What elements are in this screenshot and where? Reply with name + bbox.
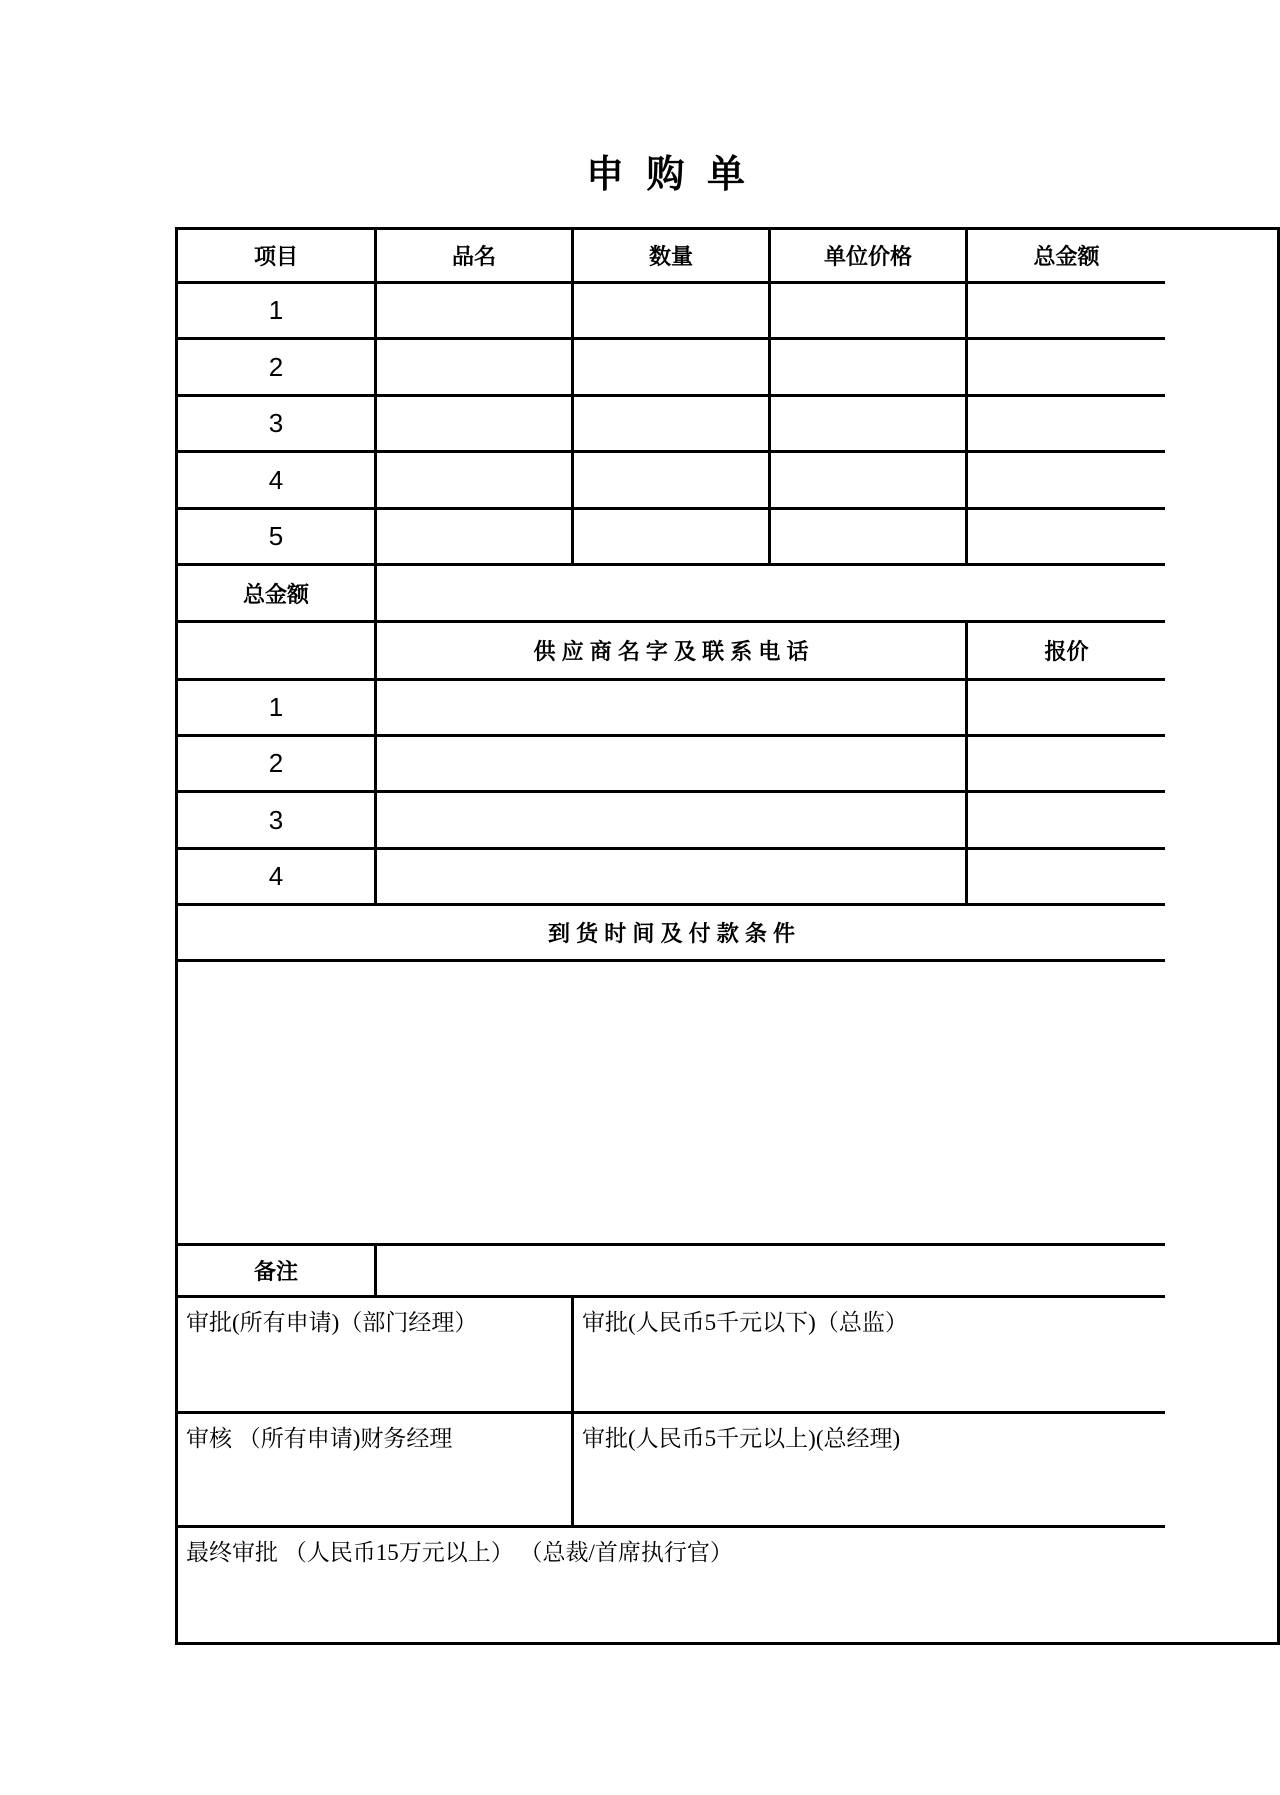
supplier-name-phone-cell	[377, 737, 968, 793]
grand-total-value-cell	[377, 566, 1165, 623]
supplier-name-phone-cell	[377, 681, 968, 737]
items-header-product-name: 品名	[377, 230, 574, 284]
item-quantity-cell	[574, 453, 771, 510]
approval-dept-manager-cell: 审批(所有申请)（部门经理）	[178, 1298, 574, 1414]
item-product-name-cell	[377, 510, 574, 566]
grand-total-label: 总金额	[178, 566, 377, 623]
item-total-amount-cell	[968, 453, 1165, 510]
item-row-number: 4	[178, 453, 377, 510]
supplier-row-number: 2	[178, 737, 377, 793]
item-row-number: 2	[178, 340, 377, 397]
form-title: 申 购 单	[585, 154, 752, 196]
supplier-row-number: 1	[178, 681, 377, 737]
item-product-name-cell	[377, 397, 574, 453]
supplier-name-phone-cell	[377, 850, 968, 906]
delivery-payment-notes-cell	[178, 962, 1165, 1246]
approval-general-manager-cell: 审批(人民币5千元以上)(总经理)	[574, 1414, 1165, 1528]
supplier-section-header: 供 应 商 名 字 及 联 系 电 话	[377, 623, 968, 681]
supplier-quote-cell	[968, 681, 1165, 737]
supplier-name-phone-cell	[377, 793, 968, 850]
items-header-item: 项目	[178, 230, 377, 284]
approval-finance-manager-cell: 审核 （所有申请)财务经理	[178, 1414, 574, 1528]
item-total-amount-cell	[968, 397, 1165, 453]
purchase-form-table	[175, 227, 1280, 1645]
supplier-row-number: 4	[178, 850, 377, 906]
item-quantity-cell	[574, 340, 771, 397]
item-total-amount-cell	[968, 510, 1165, 566]
item-product-name-cell	[377, 453, 574, 510]
items-header-quantity: 数量	[574, 230, 771, 284]
item-unit-price-cell	[771, 510, 968, 566]
remarks-label: 备注	[178, 1246, 377, 1298]
supplier-quote-cell	[968, 793, 1165, 850]
approval-director-cell: 审批(人民币5千元以下)（总监）	[574, 1298, 1165, 1414]
supplier-quote-cell	[968, 737, 1165, 793]
item-unit-price-cell	[771, 284, 968, 340]
item-product-name-cell	[377, 284, 574, 340]
item-row-number: 5	[178, 510, 377, 566]
items-header-total-amount: 总金额	[968, 230, 1165, 284]
item-row-number: 1	[178, 284, 377, 340]
item-quantity-cell	[574, 284, 771, 340]
approval-ceo-final-cell: 最终审批 （人民币15万元以上） （总裁/首席执行官）	[186, 1540, 733, 1565]
remarks-value-cell	[377, 1246, 1165, 1298]
item-unit-price-cell	[771, 453, 968, 510]
item-unit-price-cell	[771, 340, 968, 397]
item-total-amount-cell	[968, 340, 1165, 397]
supplier-quote-cell	[968, 850, 1165, 906]
supplier-row-number: 3	[178, 793, 377, 850]
item-product-name-cell	[377, 340, 574, 397]
item-row-number: 3	[178, 397, 377, 453]
supplier-header-blank-cell	[178, 623, 377, 681]
item-quantity-cell	[574, 397, 771, 453]
item-total-amount-cell	[968, 284, 1165, 340]
items-header-unit-price: 单位价格	[771, 230, 968, 284]
delivery-payment-header: 到 货 时 间 及 付 款 条 件	[178, 906, 1165, 962]
quote-header: 报价	[968, 623, 1165, 681]
item-unit-price-cell	[771, 397, 968, 453]
item-quantity-cell	[574, 510, 771, 566]
